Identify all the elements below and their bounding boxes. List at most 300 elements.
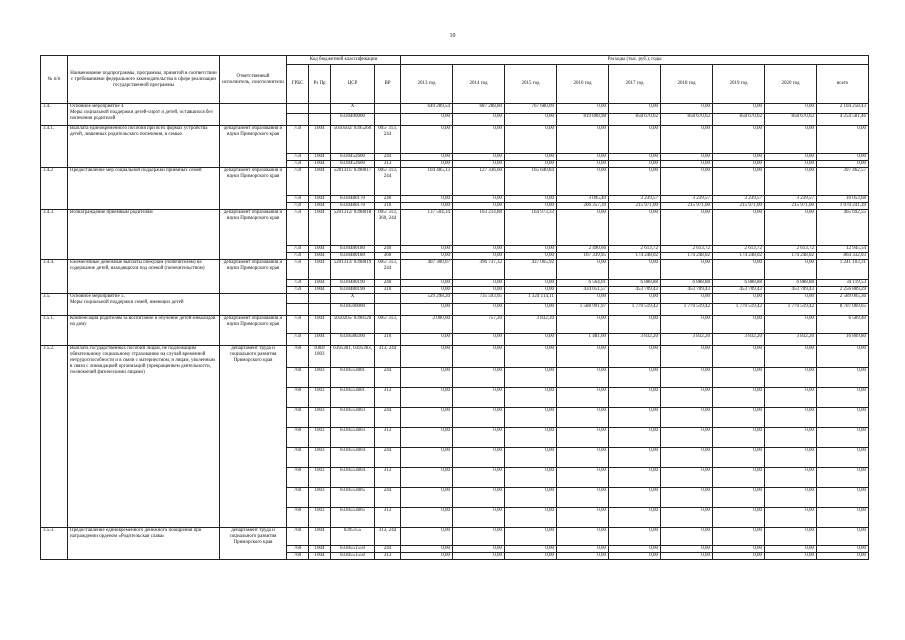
cell-amount: 2 613,72 <box>713 246 765 253</box>
cell-grbs: 759 <box>287 334 309 346</box>
item-number: 3.4. <box>41 104 68 126</box>
cell-amount: 0,00 <box>661 428 713 448</box>
item-name: Выплата единовременного пособия при всех формах устройства детей, лишенных родительского попечения, в семью <box>68 126 220 168</box>
cell-amount: 437 065,92 <box>505 260 557 280</box>
cell-grbs: 759 <box>287 154 309 161</box>
cell-amount: 0,00 <box>557 368 609 388</box>
cell-amount: 0,00 <box>453 304 505 316</box>
cell-amount: 0,00 <box>713 161 765 168</box>
cell-amount: 0,00 <box>401 287 453 294</box>
cell-amount: 0,00 <box>453 280 505 287</box>
cell-total: 864 332,03 <box>817 253 869 260</box>
cell-amount: 0,00 <box>453 196 505 203</box>
item-responsible: департамент образования и науки Приморского края <box>220 260 287 294</box>
cell-rzpr: 1004 <box>309 316 331 334</box>
cell-rzpr: 1003 <box>309 488 331 508</box>
cell-amount: 0,00 <box>557 468 609 488</box>
cell-csr: X <box>331 104 375 114</box>
cell-amount: 0,00 <box>505 114 557 126</box>
cell-amount: 0,00 <box>713 528 765 546</box>
cell-vr <box>375 294 401 304</box>
cell-amount: 0,00 <box>609 428 661 448</box>
cell-amount: 0,00 <box>401 468 453 488</box>
cell-grbs: 759 <box>287 203 309 210</box>
cell-amount: 0,00 <box>609 448 661 468</box>
cell-rzpr <box>309 294 331 304</box>
cell-amount: 3 239,57 <box>713 196 765 203</box>
cell-amount: 0,00 <box>453 468 505 488</box>
cell-amount: 0,00 <box>661 126 713 154</box>
cell-amount: 0,00 <box>453 448 505 468</box>
cell-amount: 434 051,57 <box>557 287 609 294</box>
cell-csr: 5201312/ 0398018 <box>331 210 375 246</box>
cell-amount: 1 779 519,42 <box>609 304 661 316</box>
cell-amount: 0,00 <box>401 203 453 210</box>
cell-csr: 0330480170 <box>331 203 375 210</box>
cell-total: 0,00 <box>817 428 869 448</box>
cell-vr: 310 <box>375 334 401 346</box>
cell-amount: 0,00 <box>661 104 713 114</box>
cell-amount: 687 288,80 <box>453 104 505 114</box>
table-row <box>41 168 869 196</box>
cell-amount: 0,00 <box>557 210 609 246</box>
cell-amount: 104 485,13 <box>401 168 453 196</box>
item-responsible <box>220 104 287 126</box>
cell-amount: 0,00 <box>505 196 557 203</box>
cell-vr <box>375 114 401 126</box>
cell-rzpr: 1004 <box>309 528 331 546</box>
cell-amount: 0,00 <box>401 304 453 316</box>
table-row <box>41 104 869 114</box>
cell-amount: 0,00 <box>453 346 505 368</box>
cell-amount: 0,00 <box>505 154 557 161</box>
cell-rzpr: 1004 <box>309 203 331 210</box>
cell-amount: 164 973,33 <box>505 210 557 246</box>
cell-total: 1 070 241,39 <box>817 203 869 210</box>
cell-amount: 3 239,57 <box>609 196 661 203</box>
cell-amount: 0,00 <box>453 154 505 161</box>
cell-amount: 0,00 <box>401 508 453 528</box>
cell-amount: 0,00 <box>661 154 713 161</box>
cell-amount: 0,00 <box>401 488 453 508</box>
cell-amount: 0,00 <box>609 508 661 528</box>
item-responsible: департамент образования и науки Приморского края <box>220 168 287 210</box>
cell-amount: 0,00 <box>713 346 765 368</box>
cell-amount: 0,00 <box>609 126 661 154</box>
budget-table <box>40 55 869 560</box>
cell-total: 0,00 <box>817 468 869 488</box>
header-no: № п/п <box>41 56 68 104</box>
cell-total: 8 707 069,65 <box>817 304 869 316</box>
cell-amount: 0,00 <box>453 546 505 553</box>
cell-amount: 0,00 <box>401 196 453 203</box>
cell-amount: 0,00 <box>505 546 557 553</box>
cell-amount: 174 248,02 <box>713 253 765 260</box>
cell-total: 2 256 889,29 <box>817 287 869 294</box>
cell-amount: 0,00 <box>505 553 557 560</box>
cell-amount: 2 613,72 <box>765 246 817 253</box>
cell-amount: 0,00 <box>453 253 505 260</box>
cell-grbs: 760 <box>287 553 309 560</box>
cell-amount: 0,00 <box>609 488 661 508</box>
cell-amount: 0,00 <box>713 428 765 448</box>
item-name: Основное мероприятие 5. Меры социальной поддержки семей, имеющих детей <box>68 294 220 316</box>
cell-amount: 0,00 <box>505 488 557 508</box>
cell-vr: 244 <box>375 154 401 161</box>
cell-total: 0,00 <box>817 528 869 546</box>
cell-total: 0,00 <box>817 154 869 161</box>
cell-vr: 313 <box>375 508 401 528</box>
cell-grbs: 759 <box>287 253 309 260</box>
cell-grbs: 760 <box>287 346 309 368</box>
header-responsible: Ответственный исполнитель, соисполнители <box>220 56 287 104</box>
cell-total: 16 809,80 <box>817 334 869 346</box>
header-rzpr: Рз Пр <box>309 65 331 104</box>
cell-total: 0,00 <box>817 448 869 468</box>
cell-rzpr: 1004 <box>309 161 331 168</box>
cell-amount: 0,00 <box>557 346 609 368</box>
cell-rzpr: 1004 <box>309 287 331 294</box>
cell-amount: 0,00 <box>401 388 453 408</box>
cell-amount: 0,00 <box>765 553 817 560</box>
cell-grbs: 760 <box>287 528 309 546</box>
cell-amount: 0,00 <box>557 448 609 468</box>
cell-amount: 819 898,98 <box>557 114 609 126</box>
cell-amount: 3 095,40 <box>557 196 609 203</box>
cell-amount: 0,00 <box>713 260 765 280</box>
item-name: Основное мероприятие 4 Меры социальной поддержки детей-сирот и детей, оставшихся без попечения родителей <box>68 104 220 126</box>
cell-amount: 6 888,88 <box>713 280 765 287</box>
cell-grbs: 759 <box>287 316 309 334</box>
cell-amount: 1 779 519,42 <box>661 304 713 316</box>
cell-amount: 0,00 <box>661 546 713 553</box>
cell-amount: 0,00 <box>765 528 817 546</box>
cell-amount: 0,00 <box>661 488 713 508</box>
cell-amount: 174 248,02 <box>765 253 817 260</box>
item-name: Предоставление мер социальной поддержки приемных семей <box>68 168 220 210</box>
cell-csr: 0330480170 <box>331 196 375 203</box>
item-number: 3.5.2. <box>41 346 68 528</box>
header-year: 2013 год <box>401 65 453 104</box>
cell-amount: 2 613,72 <box>661 246 713 253</box>
cell-grbs <box>287 294 309 304</box>
cell-amount: 0,00 <box>609 154 661 161</box>
cell-csr: 0330452600 <box>331 161 375 168</box>
cell-vr: 005/ 313, 244 <box>375 260 401 280</box>
cell-amount: 0,00 <box>661 161 713 168</box>
cell-amount: 0,00 <box>765 488 817 508</box>
cell-amount: 0,00 <box>401 280 453 287</box>
cell-total: 0,00 <box>817 553 869 560</box>
cell-csr: 0330553803 <box>331 428 375 448</box>
cell-csr: 0330480190 <box>331 280 375 287</box>
cell-total: 34 119,53 <box>817 280 869 287</box>
cell-rzpr: 1003 <box>309 508 331 528</box>
cell-amount: 0,00 <box>453 388 505 408</box>
cell-amount: 0,00 <box>661 448 713 468</box>
cell-amount: 0,00 <box>505 388 557 408</box>
cell-rzpr: 1003 <box>309 388 331 408</box>
cell-amount: 0,00 <box>609 346 661 368</box>
cell-grbs: 759 <box>287 246 309 253</box>
cell-grbs: 759 <box>287 196 309 203</box>
cell-grbs: 760 <box>287 488 309 508</box>
cell-rzpr: 1003 <box>309 368 331 388</box>
cell-csr: 0330400000 <box>331 114 375 126</box>
cell-amount: 1 481,00 <box>557 334 609 346</box>
cell-amount: 858 670,62 <box>661 114 713 126</box>
cell-amount: 0,00 <box>765 168 817 196</box>
cell-amount: 0,00 <box>609 161 661 168</box>
cell-grbs: 759 <box>287 280 309 287</box>
cell-vr: 313 <box>375 161 401 168</box>
cell-amount: 0,00 <box>765 161 817 168</box>
cell-amount: 3 832,20 <box>713 334 765 346</box>
cell-amount: 453 709,43 <box>765 287 817 294</box>
cell-amount: 0,00 <box>765 316 817 334</box>
item-responsible: департамент образования и науки Приморского края <box>220 316 287 346</box>
cell-rzpr <box>309 104 331 114</box>
table-row <box>41 210 869 246</box>
table-row <box>41 528 869 546</box>
cell-vr: 313 <box>375 428 401 448</box>
cell-grbs: 759 <box>287 287 309 294</box>
cell-amount: 0,00 <box>713 316 765 334</box>
cell-amount: 529 298,20 <box>401 294 453 304</box>
cell-rzpr: 1004 <box>309 126 331 154</box>
cell-csr: 0395381, 0395383, <box>331 346 375 368</box>
cell-total: 0,00 <box>817 388 869 408</box>
cell-amount: 0,00 <box>765 408 817 428</box>
cell-amount: 0,00 <box>609 528 661 546</box>
header-year: 2019 год <box>713 65 765 104</box>
cell-total: 2 104 258,43 <box>817 104 869 114</box>
cell-amount: 0,00 <box>713 448 765 468</box>
header-year: 2017 год <box>609 65 661 104</box>
cell-rzpr: 1004 <box>309 154 331 161</box>
cell-rzpr: 1004 <box>309 246 331 253</box>
cell-amount: 0,00 <box>609 260 661 280</box>
budget-table-body <box>41 104 869 560</box>
cell-vr: 313 <box>375 553 401 560</box>
cell-csr: 0330480190 <box>331 287 375 294</box>
item-number: 3.4.4. <box>41 260 68 294</box>
cell-amount: 0,00 <box>661 294 713 304</box>
cell-amount: 0,00 <box>505 448 557 468</box>
cell-amount: 163 214,88 <box>453 210 505 246</box>
cell-amount: 127 336,60 <box>453 168 505 196</box>
cell-amount: 3 832,20 <box>505 316 557 334</box>
cell-total: 0,00 <box>817 346 869 368</box>
header-grbs: ГРБС <box>287 65 309 104</box>
cell-amount: 0,00 <box>661 388 713 408</box>
cell-csr: 0330452600 <box>331 154 375 161</box>
cell-amount: 0,00 <box>661 528 713 546</box>
cell-csr: 0330553801 <box>331 388 375 408</box>
cell-amount: 0,00 <box>505 408 557 428</box>
cell-vr: 313 <box>375 388 401 408</box>
cell-amount: 1 324 114,11 <box>505 294 557 304</box>
cell-amount: 0,00 <box>713 508 765 528</box>
cell-amount: 0,00 <box>765 104 817 114</box>
cell-amount: 0,00 <box>661 408 713 428</box>
cell-total: 0,00 <box>817 161 869 168</box>
item-number: 3.4.1. <box>41 126 68 168</box>
cell-amount: 0,00 <box>661 368 713 388</box>
cell-grbs: 759 <box>287 260 309 280</box>
cell-amount: 0,00 <box>557 168 609 196</box>
cell-amount: 0,00 <box>401 546 453 553</box>
cell-rzpr: 1004 <box>309 546 331 553</box>
table-row <box>41 260 869 280</box>
cell-rzpr: 1003 <box>309 428 331 448</box>
cell-csr: 0330553804 <box>331 448 375 468</box>
header-year: 2016 год <box>557 65 609 104</box>
cell-amount: 0,00 <box>661 210 713 246</box>
item-number: 3.4.2 <box>41 168 68 210</box>
cell-total: 2 589 005,36 <box>817 294 869 304</box>
cell-vr: 310 <box>375 203 401 210</box>
cell-grbs: 759 <box>287 126 309 154</box>
item-number: 3.5.3. <box>41 528 68 560</box>
cell-amount: 0,00 <box>661 168 713 196</box>
table-row <box>41 126 869 154</box>
cell-total: 6 589,40 <box>817 316 869 334</box>
cell-vr <box>375 304 401 316</box>
cell-rzpr: 1004 <box>309 553 331 560</box>
cell-amount: 0,00 <box>505 334 557 346</box>
cell-amount: 0,00 <box>505 161 557 168</box>
cell-amount: 0,00 <box>401 528 453 546</box>
cell-amount: 735 593,05 <box>453 294 505 304</box>
cell-csr: 5050205/ 0398120 <box>331 316 375 334</box>
cell-amount: 0,00 <box>453 161 505 168</box>
cell-amount: 0,00 <box>401 253 453 260</box>
header-expenses: Расходы (тыс. руб.), годы <box>401 56 869 65</box>
cell-amount: 0,00 <box>557 428 609 448</box>
cell-amount: 0,00 <box>609 168 661 196</box>
cell-amount: 0,00 <box>557 294 609 304</box>
cell-amount: 0,00 <box>401 408 453 428</box>
cell-total: 1 241 103,31 <box>817 260 869 280</box>
cell-amount: 767 680,09 <box>505 104 557 114</box>
cell-csr: 0330553803 <box>331 408 375 428</box>
cell-amount: 0,00 <box>557 260 609 280</box>
cell-total: 0,00 <box>817 488 869 508</box>
cell-grbs: 760 <box>287 408 309 428</box>
cell-amount: 0,00 <box>505 203 557 210</box>
cell-amount: 0,00 <box>505 287 557 294</box>
cell-total: 465 692,55 <box>817 210 869 246</box>
cell-amount: 215 971,00 <box>661 203 713 210</box>
item-responsible <box>220 294 287 316</box>
cell-amount: 0,00 <box>557 546 609 553</box>
cell-amount: 0,00 <box>713 210 765 246</box>
cell-amount: 0,00 <box>713 388 765 408</box>
cell-rzpr <box>309 304 331 316</box>
item-number: 3.5.1. <box>41 316 68 346</box>
cell-csr: 0330553801 <box>331 368 375 388</box>
header-year: 2018 год <box>661 65 713 104</box>
cell-vr: 005/ 313, 244 <box>375 168 401 196</box>
cell-rzpr: 1004 <box>309 196 331 203</box>
cell-rzpr: 1004 <box>309 260 331 280</box>
cell-amount: 0,00 <box>453 126 505 154</box>
cell-csr: 0330553805 <box>331 508 375 528</box>
cell-amount: 0,00 <box>713 468 765 488</box>
cell-amount: 0,00 <box>557 161 609 168</box>
cell-amount: 0,00 <box>609 553 661 560</box>
cell-total: 397 462,57 <box>817 168 869 196</box>
cell-amount: 206 357,39 <box>557 203 609 210</box>
cell-amount: 0,00 <box>505 126 557 154</box>
cell-amount: 0,00 <box>661 553 713 560</box>
cell-amount: 0,00 <box>557 408 609 428</box>
table-row <box>41 316 869 334</box>
cell-grbs <box>287 304 309 316</box>
cell-amount: 3 239,57 <box>661 196 713 203</box>
cell-amount: 0,00 <box>609 408 661 428</box>
cell-amount: 858 670,62 <box>765 114 817 126</box>
header-year: 2020 год <box>765 65 817 104</box>
item-number: 3.4.3. <box>41 210 68 260</box>
cell-total: 0,00 <box>817 408 869 428</box>
cell-amount: 0,00 <box>401 368 453 388</box>
cell-amount: 0,00 <box>453 408 505 428</box>
cell-amount: 2 613,72 <box>609 246 661 253</box>
cell-amount: 0,00 <box>401 114 453 126</box>
cell-vr: 313 <box>375 468 401 488</box>
header-year: 2014 год <box>453 65 505 104</box>
cell-amount: 0,00 <box>713 294 765 304</box>
cell-vr <box>375 104 401 114</box>
cell-amount: 0,00 <box>505 528 557 546</box>
cell-amount: 0,00 <box>453 203 505 210</box>
cell-total: 16 053,68 <box>817 196 869 203</box>
cell-amount: 0,00 <box>765 546 817 553</box>
cell-vr: 240 <box>375 280 401 287</box>
cell-csr: 0330553804 <box>331 468 375 488</box>
cell-amount: 215 971,00 <box>609 203 661 210</box>
cell-amount: 2 000,00 <box>401 316 453 334</box>
cell-vr: 005/ 313, 244 <box>375 126 401 154</box>
cell-amount: 0,00 <box>453 368 505 388</box>
cell-amount: 174 248,02 <box>609 253 661 260</box>
cell-amount: 0,00 <box>609 104 661 114</box>
cell-amount: 215 971,00 <box>765 203 817 210</box>
cell-amount: 0,00 <box>557 388 609 408</box>
cell-csr: 0330551550 <box>331 546 375 553</box>
cell-amount: 0,00 <box>401 346 453 368</box>
cell-amount: 0,00 <box>765 448 817 468</box>
cell-grbs: 759 <box>287 210 309 246</box>
cell-amount: 0,00 <box>765 468 817 488</box>
cell-amount: 0,00 <box>713 408 765 428</box>
header-budget-code: Код бюджетной классификации <box>287 56 401 65</box>
cell-grbs: 760 <box>287 508 309 528</box>
cell-csr: 5201313/ 0398019 <box>331 260 375 280</box>
cell-amount: 0,00 <box>505 368 557 388</box>
cell-amount: 396 737,32 <box>453 260 505 280</box>
cell-total: 0,00 <box>817 546 869 553</box>
cell-amount: 0,00 <box>557 126 609 154</box>
cell-amount: 0,00 <box>505 468 557 488</box>
cell-amount: 6 888,88 <box>765 280 817 287</box>
item-responsible: департамент образования и науки Приморского края <box>220 210 287 260</box>
cell-amount: 6 564,01 <box>557 280 609 287</box>
cell-amount: 0,00 <box>765 154 817 161</box>
cell-amount: 0,00 <box>401 154 453 161</box>
